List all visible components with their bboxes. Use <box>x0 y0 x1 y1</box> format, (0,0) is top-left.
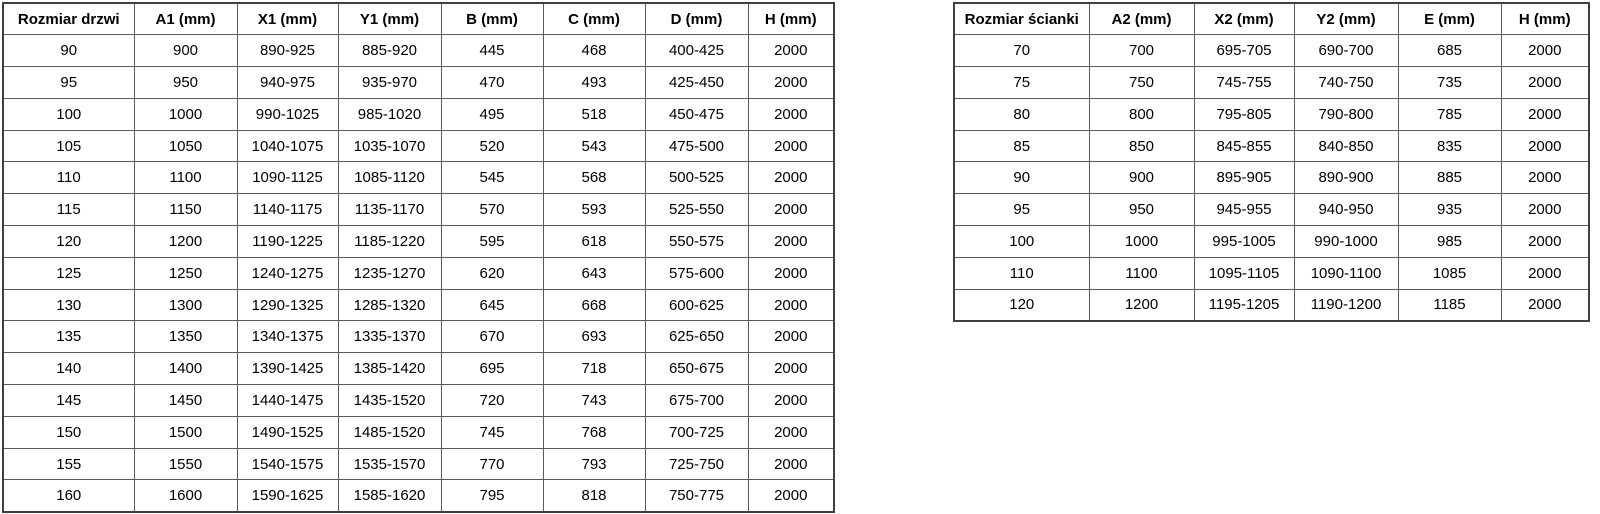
table-cell: 695-705 <box>1194 35 1294 67</box>
table-cell: 1385-1420 <box>338 353 441 385</box>
table-cell: 1550 <box>134 448 237 480</box>
table-cell: 1150 <box>134 194 237 226</box>
table-cell: 995-1005 <box>1194 226 1294 258</box>
table-row <box>3 257 834 289</box>
table-cell: 468 <box>543 35 645 67</box>
table-cell: 835 <box>1398 130 1501 162</box>
table-cell: 545 <box>441 162 543 194</box>
table-cell: 110 <box>954 257 1089 289</box>
table-cell: 2000 <box>1501 130 1589 162</box>
table-cell: 1590-1625 <box>237 480 338 512</box>
table-cell: 1400 <box>134 353 237 385</box>
table-cell: 1440-1475 <box>237 385 338 417</box>
table-cell: 740-750 <box>1294 67 1398 99</box>
table-cell: 770 <box>441 448 543 480</box>
table-cell: 1235-1270 <box>338 257 441 289</box>
table-cell: 668 <box>543 289 645 321</box>
table-cell: 850 <box>1089 130 1194 162</box>
table-row <box>3 448 834 480</box>
table-cell: 2000 <box>1501 162 1589 194</box>
table-cell: 1490-1525 <box>237 416 338 448</box>
table-cell: 895-905 <box>1194 162 1294 194</box>
table-cell: 935 <box>1398 194 1501 226</box>
table-cell: 520 <box>441 130 543 162</box>
table-cell: 735 <box>1398 67 1501 99</box>
table-cell: 1540-1575 <box>237 448 338 480</box>
table-row <box>954 289 1589 321</box>
table-cell: 2000 <box>748 321 834 353</box>
table-cell: 2000 <box>748 98 834 130</box>
table-cell: 720 <box>441 385 543 417</box>
table-cell: 745 <box>441 416 543 448</box>
table-cell: 95 <box>954 194 1089 226</box>
table-cell: 100 <box>954 226 1089 258</box>
table-cell: 990-1025 <box>237 98 338 130</box>
table-row <box>954 226 1589 258</box>
table-cell: 940-950 <box>1294 194 1398 226</box>
table-cell: 1050 <box>134 130 237 162</box>
table-row <box>3 321 834 353</box>
header-cell: X1 (mm) <box>237 3 338 35</box>
table-row <box>954 130 1589 162</box>
table-cell: 90 <box>3 35 134 67</box>
table-cell: 1500 <box>134 416 237 448</box>
table-cell: 675-700 <box>645 385 748 417</box>
table-cell: 1290-1325 <box>237 289 338 321</box>
table-cell: 570 <box>441 194 543 226</box>
table-cell: 685 <box>1398 35 1501 67</box>
table-cell: 500-525 <box>645 162 748 194</box>
table-cell: 2000 <box>748 67 834 99</box>
table-row <box>3 385 834 417</box>
table-cell: 1085 <box>1398 257 1501 289</box>
header-cell: Y2 (mm) <box>1294 3 1398 35</box>
table-cell: 2000 <box>1501 67 1589 99</box>
table-cell: 2000 <box>1501 35 1589 67</box>
table-cell: 543 <box>543 130 645 162</box>
table-cell: 2000 <box>1501 226 1589 258</box>
table-cell: 818 <box>543 480 645 512</box>
table-cell: 1600 <box>134 480 237 512</box>
table-cell: 2000 <box>748 480 834 512</box>
table-cell: 1090-1125 <box>237 162 338 194</box>
table-row <box>3 480 834 512</box>
table-cell: 985-1020 <box>338 98 441 130</box>
table-cell: 1300 <box>134 289 237 321</box>
header-row <box>954 3 1589 35</box>
table-cell: 1135-1170 <box>338 194 441 226</box>
header-cell: B (mm) <box>441 3 543 35</box>
table-cell: 1350 <box>134 321 237 353</box>
table-cell: 695 <box>441 353 543 385</box>
table-row <box>954 162 1589 194</box>
table-cell: 1240-1275 <box>237 257 338 289</box>
table-cell: 2000 <box>1501 98 1589 130</box>
table-cell: 1285-1320 <box>338 289 441 321</box>
wall-size-table <box>953 2 1590 322</box>
table-cell: 950 <box>1089 194 1194 226</box>
table-cell: 1000 <box>1089 226 1194 258</box>
table-cell: 2000 <box>748 226 834 258</box>
table-cell: 700-725 <box>645 416 748 448</box>
table-cell: 2000 <box>748 130 834 162</box>
table-row <box>3 289 834 321</box>
table-cell: 155 <box>3 448 134 480</box>
table-cell: 495 <box>441 98 543 130</box>
table-row <box>954 67 1589 99</box>
table-cell: 790-800 <box>1294 98 1398 130</box>
table-cell: 135 <box>3 321 134 353</box>
table-cell: 890-925 <box>237 35 338 67</box>
table-row <box>954 257 1589 289</box>
table-row <box>3 130 834 162</box>
table-cell: 450-475 <box>645 98 748 130</box>
table-cell: 1340-1375 <box>237 321 338 353</box>
table-cell: 645 <box>441 289 543 321</box>
table-cell: 1390-1425 <box>237 353 338 385</box>
table-cell: 568 <box>543 162 645 194</box>
header-cell: H (mm) <box>748 3 834 35</box>
table-cell: 600-625 <box>645 289 748 321</box>
table-cell: 693 <box>543 321 645 353</box>
table-cell: 475-500 <box>645 130 748 162</box>
table-cell: 2000 <box>748 289 834 321</box>
table-cell: 75 <box>954 67 1089 99</box>
header-cell: Y1 (mm) <box>338 3 441 35</box>
table-cell: 795-805 <box>1194 98 1294 130</box>
table-cell: 150 <box>3 416 134 448</box>
table-cell: 110 <box>3 162 134 194</box>
table-cell: 745-755 <box>1194 67 1294 99</box>
table-cell: 525-550 <box>645 194 748 226</box>
table-cell: 800 <box>1089 98 1194 130</box>
header-cell: A1 (mm) <box>134 3 237 35</box>
table-cell: 1090-1100 <box>1294 257 1398 289</box>
header-cell: E (mm) <box>1398 3 1501 35</box>
header-cell: Rozmiar drzwi <box>3 3 134 35</box>
table-cell: 785 <box>1398 98 1501 130</box>
header-cell: C (mm) <box>543 3 645 35</box>
table-cell: 2000 <box>1501 194 1589 226</box>
table-cell: 1200 <box>134 226 237 258</box>
table-cell: 160 <box>3 480 134 512</box>
table-cell: 1185-1220 <box>338 226 441 258</box>
table-cell: 1000 <box>134 98 237 130</box>
table-cell: 1585-1620 <box>338 480 441 512</box>
table-cell: 1450 <box>134 385 237 417</box>
wall-size-table-head <box>954 3 1589 35</box>
table-cell: 650-675 <box>645 353 748 385</box>
table-cell: 940-975 <box>237 67 338 99</box>
door-size-table-head <box>3 3 834 35</box>
table-cell: 593 <box>543 194 645 226</box>
table-cell: 900 <box>134 35 237 67</box>
table-cell: 1035-1070 <box>338 130 441 162</box>
table-row <box>3 416 834 448</box>
table-cell: 793 <box>543 448 645 480</box>
table-row <box>3 194 834 226</box>
table-cell: 80 <box>954 98 1089 130</box>
table-cell: 575-600 <box>645 257 748 289</box>
header-cell: A2 (mm) <box>1089 3 1194 35</box>
table-cell: 1085-1120 <box>338 162 441 194</box>
table-cell: 945-955 <box>1194 194 1294 226</box>
table-cell: 900 <box>1089 162 1194 194</box>
table-cell: 595 <box>441 226 543 258</box>
table-cell: 620 <box>441 257 543 289</box>
header-cell: H (mm) <box>1501 3 1589 35</box>
table-cell: 795 <box>441 480 543 512</box>
table-row <box>3 353 834 385</box>
table-cell: 2000 <box>748 162 834 194</box>
table-cell: 950 <box>134 67 237 99</box>
table-cell: 725-750 <box>645 448 748 480</box>
table-cell: 718 <box>543 353 645 385</box>
table-cell: 1190-1200 <box>1294 289 1398 321</box>
table-cell: 618 <box>543 226 645 258</box>
table-cell: 1040-1075 <box>237 130 338 162</box>
header-cell: X2 (mm) <box>1194 3 1294 35</box>
table-cell: 1195-1205 <box>1194 289 1294 321</box>
door-size-table-body <box>3 35 834 512</box>
table-cell: 985 <box>1398 226 1501 258</box>
table-cell: 100 <box>3 98 134 130</box>
table-cell: 1185 <box>1398 289 1501 321</box>
table-cell: 845-855 <box>1194 130 1294 162</box>
table-row <box>3 35 834 67</box>
table-cell: 1535-1570 <box>338 448 441 480</box>
table-cell: 400-425 <box>645 35 748 67</box>
table-cell: 130 <box>3 289 134 321</box>
table-row <box>3 226 834 258</box>
table-cell: 125 <box>3 257 134 289</box>
table-cell: 1100 <box>1089 257 1194 289</box>
table-cell: 935-970 <box>338 67 441 99</box>
table-cell: 518 <box>543 98 645 130</box>
table-cell: 105 <box>3 130 134 162</box>
table-cell: 425-450 <box>645 67 748 99</box>
table-cell: 840-850 <box>1294 130 1398 162</box>
door-size-table <box>2 2 835 513</box>
header-cell: D (mm) <box>645 3 748 35</box>
table-cell: 885-920 <box>338 35 441 67</box>
table-cell: 890-900 <box>1294 162 1398 194</box>
table-cell: 885 <box>1398 162 1501 194</box>
table-cell: 120 <box>954 289 1089 321</box>
table-cell: 2000 <box>1501 257 1589 289</box>
table-cell: 95 <box>3 67 134 99</box>
table-cell: 140 <box>3 353 134 385</box>
table-cell: 1200 <box>1089 289 1194 321</box>
table-cell: 70 <box>954 35 1089 67</box>
table-cell: 445 <box>441 35 543 67</box>
header-row <box>3 3 834 35</box>
table-row <box>3 67 834 99</box>
table-cell: 743 <box>543 385 645 417</box>
table-cell: 493 <box>543 67 645 99</box>
table-cell: 2000 <box>748 35 834 67</box>
table-cell: 120 <box>3 226 134 258</box>
table-cell: 625-650 <box>645 321 748 353</box>
table-cell: 1435-1520 <box>338 385 441 417</box>
table-cell: 2000 <box>748 416 834 448</box>
table-cell: 85 <box>954 130 1089 162</box>
table-cell: 90 <box>954 162 1089 194</box>
table-cell: 990-1000 <box>1294 226 1398 258</box>
table-row <box>3 98 834 130</box>
table-cell: 643 <box>543 257 645 289</box>
table-cell: 750-775 <box>645 480 748 512</box>
table-cell: 2000 <box>748 257 834 289</box>
table-cell: 115 <box>3 194 134 226</box>
table-row <box>954 35 1589 67</box>
table-cell: 470 <box>441 67 543 99</box>
table-cell: 1140-1175 <box>237 194 338 226</box>
table-cell: 700 <box>1089 35 1194 67</box>
table-cell: 145 <box>3 385 134 417</box>
table-cell: 2000 <box>748 385 834 417</box>
table-cell: 750 <box>1089 67 1194 99</box>
table-cell: 1190-1225 <box>237 226 338 258</box>
table-row <box>954 194 1589 226</box>
table-cell: 1485-1520 <box>338 416 441 448</box>
table-cell: 550-575 <box>645 226 748 258</box>
table-row <box>3 162 834 194</box>
table-cell: 1100 <box>134 162 237 194</box>
wall-size-table-body <box>954 35 1589 321</box>
table-cell: 1095-1105 <box>1194 257 1294 289</box>
table-cell: 2000 <box>748 448 834 480</box>
table-cell: 2000 <box>1501 289 1589 321</box>
table-cell: 690-700 <box>1294 35 1398 67</box>
table-row <box>954 98 1589 130</box>
table-cell: 1335-1370 <box>338 321 441 353</box>
header-cell: Rozmiar ścianki <box>954 3 1089 35</box>
table-cell: 670 <box>441 321 543 353</box>
table-cell: 1250 <box>134 257 237 289</box>
table-cell: 2000 <box>748 194 834 226</box>
table-cell: 2000 <box>748 353 834 385</box>
table-cell: 768 <box>543 416 645 448</box>
